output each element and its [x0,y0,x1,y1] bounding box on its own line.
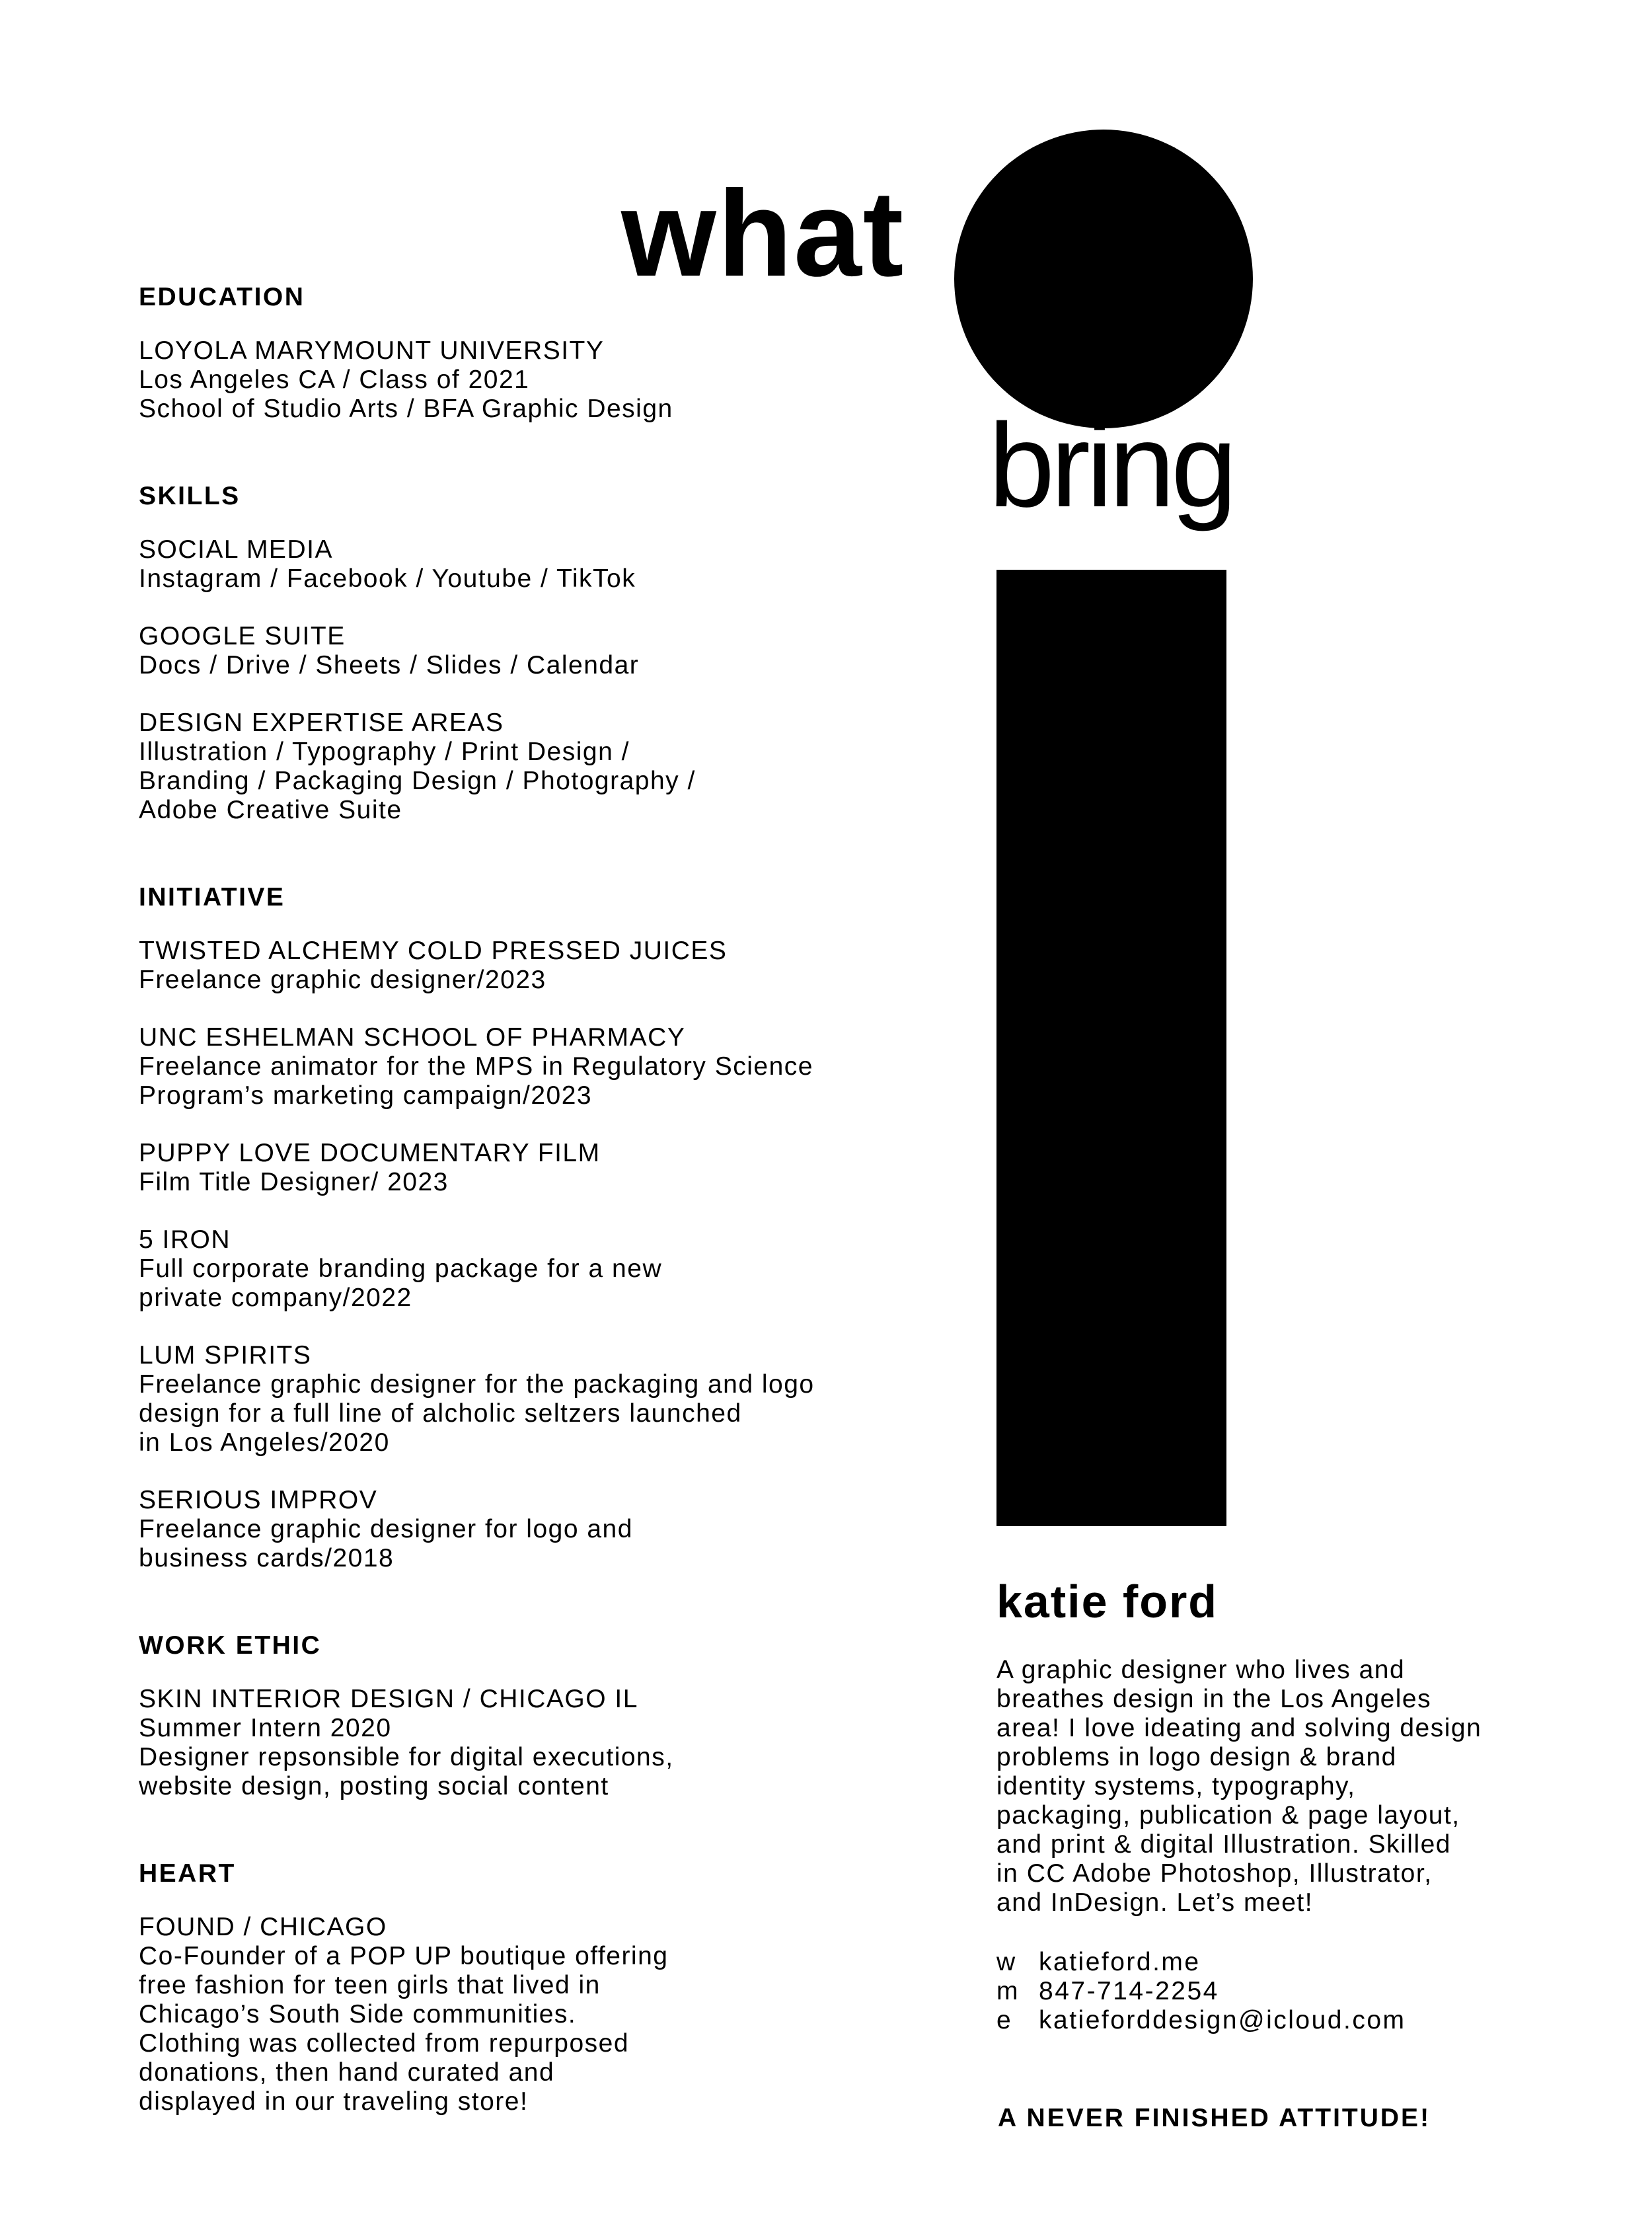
section-title: EDUCATION [139,283,305,311]
entry: UNC ESHELMAN SCHOOL OF PHARMACY Freelance animator for the MPS in Regulatory Science Program’s marketing campaign/2023 [139,1023,813,1110]
entry: GOOGLE SUITE Docs / Drive / Sheets / Slides / Calendar [139,622,640,679]
resume-left-column [139,284,899,2116]
section-heart [139,1861,899,2116]
section-title: HEART [139,1859,236,1888]
entry: SKIN INTERIOR DESIGN / CHICAGO IL Summer Intern 2020 Designer repsonsible for digital executions, website design, posting social content [139,1685,674,1800]
contact-list [996,1948,1406,2035]
section-title: SKILLS [139,482,241,510]
entry: TWISTED ALCHEMY COLD PRESSED JUICES Freelance graphic designer/2023 [139,937,728,994]
entry: PUPPY LOVE DOCUMENTARY FILM Film Title Designer/ 2023 [139,1139,601,1196]
tagline: A NEVER FINISHED ATTITUDE! [998,2104,1431,2132]
entry: SOCIAL MEDIA Instagram / Facebook / Youtube / TikTok [139,535,636,593]
section-work-ethic [139,1633,899,1801]
contact-phone [996,1977,1406,2006]
contact-email [996,2006,1406,2035]
entry: SERIOUS IMPROV Freelance graphic designer for logo and business cards/2018 [139,1486,633,1572]
email-link[interactable]: katieforddesign@icloud.com [1039,2006,1406,2034]
headline-what: what [621,166,905,302]
entry: LUM SPIRITS Freelance graphic designer for the packaging and logo design for a full line of alcholic seltzers launched in Los Angeles/2020 [139,1341,815,1457]
entry: 5 IRON Full corporate branding package for a new private company/2022 [139,1225,663,1312]
contact-website [996,1948,1406,1977]
entry: FOUND / CHICAGO Co-Founder of a POP UP boutique offering free fashion for teen girls that lived in Chicago’s South Side communities. Clothing was collected from repurposed donations, then hand curated and displayed in our traveling store! [139,1913,669,2116]
website-link[interactable]: katieford.me [1039,1948,1201,1976]
section-title: WORK ETHIC [139,1631,322,1660]
section-title: INITIATIVE [139,883,285,911]
entry: DESIGN EXPERTISE AREAS Illustration / Typography / Print Design / Branding / Packaging Design / Photography / Adobe Creative Suite [139,709,696,824]
letter-i-stem-bar [996,570,1226,1526]
contact-key: e [996,2006,1013,2034]
headline-bring: bring [989,399,1234,532]
contact-key: w [996,1948,1017,1976]
letter-i-dot-circle [954,130,1253,428]
section-education [139,284,899,424]
profile-name: katie ford [996,1576,1219,1627]
entry: LOYOLA MARYMOUNT UNIVERSITY Los Angeles CA / Class of 2021 School of Studio Arts / BFA Graphic Design [139,336,673,423]
phone-link[interactable]: 847-714-2254 [1039,1977,1219,2005]
section-initiative [139,884,899,1573]
profile-bio: A graphic designer who lives and breathes design in the Los Angeles area! I love ideating and solving design problems in logo design & brand identity systems, typography, packaging, publication & page layout, and print & digital Illustration. Skilled in CC Adobe Photoshop, Illustrator, and InDesign. Let’s meet! [996,1656,1482,1917]
contact-key: m [996,1977,1020,2005]
section-skills [139,483,899,825]
